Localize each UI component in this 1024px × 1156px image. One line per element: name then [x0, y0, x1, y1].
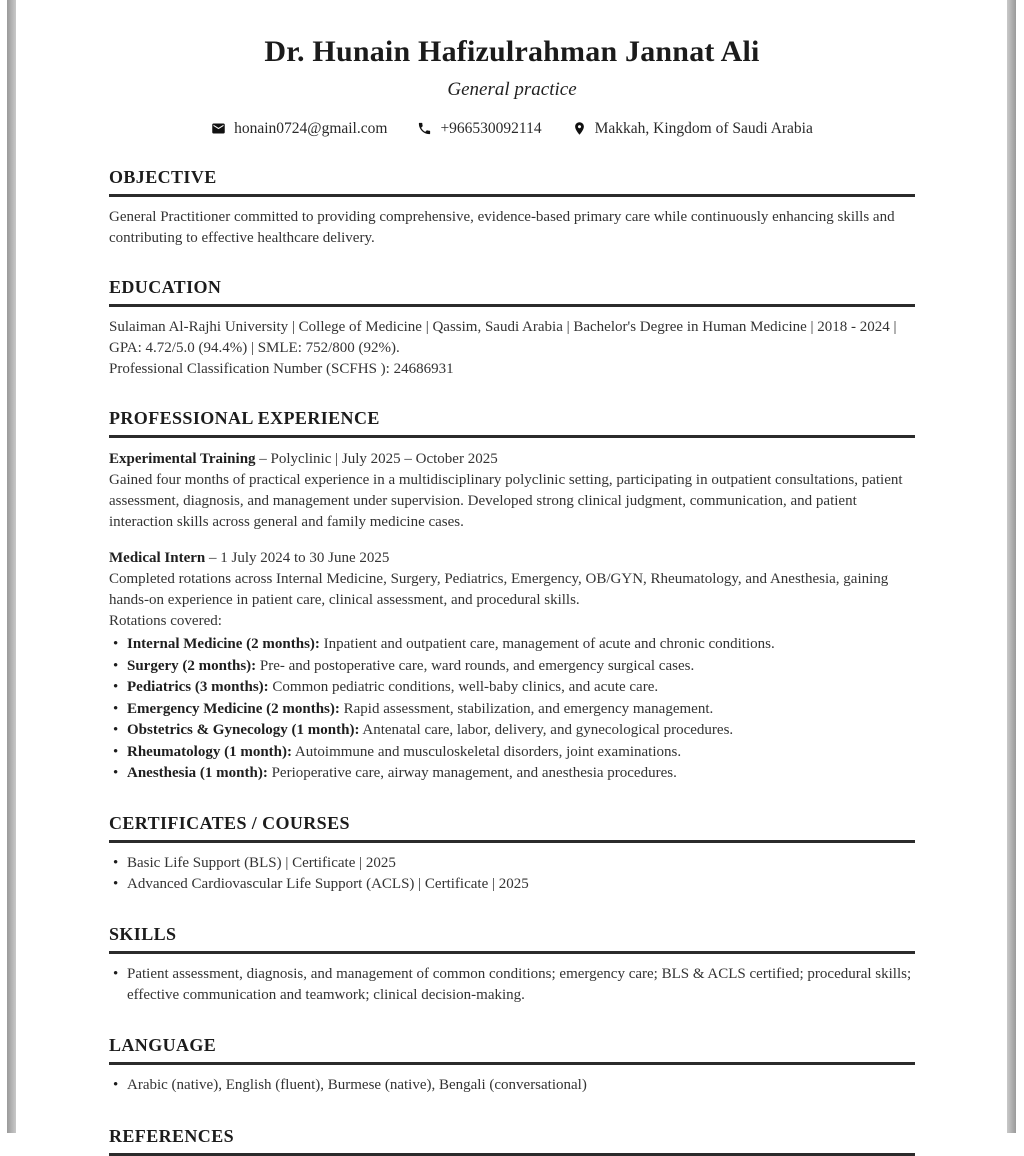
- section-references: [109, 1126, 915, 1156]
- job-entry: [109, 448, 915, 533]
- job-title-line: [109, 547, 915, 569]
- page-edge-left: [7, 0, 16, 1133]
- candidate-name: Dr. Hunain Hafizulrahman Jannat Ali: [264, 35, 760, 68]
- page-edge-right: [1007, 0, 1016, 1133]
- location-text: Makkah, Kingdom of Saudi Arabia: [594, 120, 813, 137]
- job-title-line: [109, 448, 915, 470]
- section-objective: [109, 167, 915, 249]
- section-heading: REFERENCES: [109, 1126, 915, 1156]
- section-heading: EDUCATION: [109, 277, 915, 307]
- job-role: Experimental Training: [109, 451, 256, 467]
- education-scfhs-line: Professional Classification Number (SCFHS ): 24686931: [109, 361, 454, 377]
- phone-icon: [417, 121, 432, 136]
- section-heading: PROFESSIONAL EXPERIENCE: [109, 408, 915, 438]
- list-item: • Basic Life Support (BLS) | Certificate | 2025: [109, 853, 915, 875]
- job-role: Medical Intern: [109, 550, 206, 566]
- contact-row: [109, 118, 915, 139]
- section-education: [109, 277, 915, 380]
- location-pin-icon: [572, 121, 587, 136]
- contact-location: [572, 118, 813, 139]
- section-heading: SKILLS: [109, 924, 915, 954]
- phone-text: +966530092114: [440, 120, 542, 137]
- list-item: • Rheumatology (1 month): Autoimmune and musculoskeletal disorders, joint examinations.: [109, 742, 915, 764]
- section-language: [109, 1035, 915, 1097]
- email-text: honain0724@gmail.com: [234, 120, 388, 137]
- section-experience: [109, 408, 915, 785]
- list-item: • Patient assessment, diagnosis, and management of common conditions; emergency care; BLS & ACLS certified; procedural skills; effective communication and teamwork; clinical decision-making.: [109, 964, 915, 1007]
- email-icon: [211, 121, 226, 136]
- job-entry: [109, 547, 915, 785]
- list-item: • Advanced Cardiovascular Life Support (ACLS) | Certificate | 2025: [109, 874, 915, 896]
- section-heading: CERTIFICATES / COURSES: [109, 813, 915, 843]
- certificates-list: [109, 853, 915, 896]
- list-item: • Emergency Medicine (2 months): Rapid assessment, stabilization, and emergency management.: [109, 699, 915, 721]
- education-gpa-line: GPA: 4.72/5.0 (94.4%) | SMLE: 752/800 (92%).: [109, 340, 400, 356]
- section-skills: [109, 924, 915, 1007]
- job-meta: – Polyclinic | July 2025 – October 2025: [255, 451, 498, 467]
- language-list: [109, 1075, 915, 1097]
- section-heading: OBJECTIVE: [109, 167, 915, 197]
- list-item: • Surgery (2 months): Pre- and postoperative care, ward rounds, and emergency surgical cases.: [109, 656, 915, 678]
- contact-phone: [417, 118, 541, 139]
- list-item: • Pediatrics (3 months): Common pediatric conditions, well-baby clinics, and acute care.: [109, 677, 915, 699]
- rotations-subheading: Rotations covered:: [109, 613, 222, 629]
- resume-page: [109, 0, 915, 1156]
- objective-text: General Practitioner committed to providing comprehensive, evidence-based primary care while continuously enhancing skills and contributing to effective healthcare delivery.: [109, 209, 895, 246]
- job-meta: – 1 July 2024 to 30 June 2025: [205, 550, 390, 566]
- contact-email: [211, 118, 387, 139]
- job-description: Gained four months of practical experience in a multidisciplinary polyclinic setting, participating in outpatient consultations, patient assessment, diagnosis, and management under supervision. Developed strong clinical judgment, communication, and patient interaction skills across general and family medicine cases.: [109, 472, 903, 530]
- section-heading: LANGUAGE: [109, 1035, 915, 1065]
- education-degree-line: Sulaiman Al-Rajhi University | College of Medicine | Qassim, Saudi Arabia | Bachelor's Degree in Human Medicine | 2018 - 2024 |: [109, 319, 897, 335]
- rotations-list: [109, 634, 915, 785]
- list-item: • Obstetrics & Gynecology (1 month): Antenatal care, labor, delivery, and gynecological procedures.: [109, 720, 915, 742]
- list-item: • Internal Medicine (2 months): Inpatient and outpatient care, management of acute and chronic conditions.: [109, 634, 915, 656]
- section-certificates: [109, 813, 915, 896]
- list-item: • Arabic (native), English (fluent), Burmese (native), Bengali (conversational): [109, 1075, 915, 1097]
- resume-header: [109, 34, 915, 139]
- skills-list: [109, 964, 915, 1007]
- job-description: Completed rotations across Internal Medicine, Surgery, Pediatrics, Emergency, OB/GYN, Rheumatology, and Anesthesia, gaining hands-on experience in patient care, clinical assessment, and procedural skills.: [109, 571, 889, 608]
- candidate-title: General practice: [447, 79, 577, 100]
- list-item: • Anesthesia (1 month): Perioperative care, airway management, and anesthesia procedures.: [109, 763, 915, 785]
